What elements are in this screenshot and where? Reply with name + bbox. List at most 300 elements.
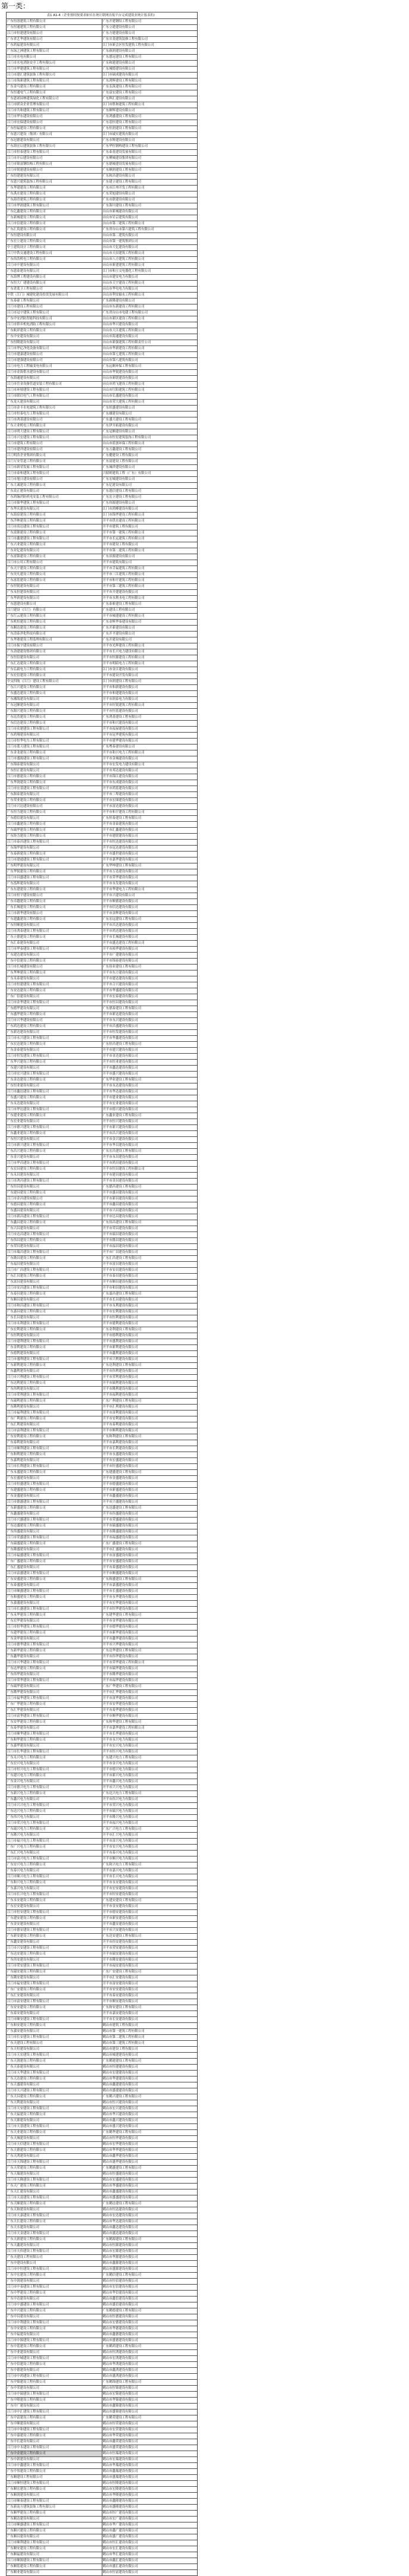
table-row bbox=[7, 1565, 198, 1571]
company-name-right: 开平市福禄建设有限公司 bbox=[102, 727, 198, 733]
company-name-right: 开平市建兴建设有限公司 bbox=[102, 1048, 198, 1054]
company-name-right: 开平市鑫盛建设有限公司 bbox=[102, 1494, 198, 1500]
company-name-left: 江门市富盛建设工程有限公司 bbox=[7, 1571, 102, 1577]
table-row bbox=[7, 560, 198, 566]
company-name-right: 开平市顺昌建设有限公司 bbox=[102, 1280, 198, 1286]
table-row bbox=[7, 203, 198, 209]
company-name-right: 台山市红阳建筑工程有限公司 bbox=[102, 388, 198, 394]
table-row bbox=[7, 1625, 198, 1631]
company-name-left: 江门市兴盛建设工程有限公司 bbox=[7, 1518, 102, 1523]
table-row bbox=[7, 1173, 198, 1179]
company-name-left: 江门建设（江门）有限公司 bbox=[7, 608, 102, 614]
table-row bbox=[7, 1060, 198, 1066]
company-name-left: 广东新达建设有限公司 bbox=[7, 1030, 102, 1036]
company-name-right: 开平市金盛建设有限公司 bbox=[102, 1476, 198, 1482]
company-name-left: 广东嘉盛建设有限公司 bbox=[7, 1601, 102, 1607]
table-row bbox=[7, 1684, 198, 1690]
table-row bbox=[7, 1214, 198, 1220]
company-name-right: 开平市德利建设有限公司 bbox=[102, 1333, 198, 1339]
company-name-right: 广东恒泰建设工程有限公司 bbox=[102, 816, 198, 822]
company-name-right: 开平市三江建筑工程有限公司 bbox=[102, 572, 198, 578]
company-name-right: 鹤山市盛达建设有限公司 bbox=[102, 2231, 198, 2237]
company-name-right: 开平市第一建筑工程有限公司 bbox=[102, 530, 198, 536]
company-name-left: 广东富基建设工程有限公司 bbox=[7, 578, 102, 584]
table-row bbox=[7, 1345, 198, 1351]
company-name-right: 江门市胜和建筑工程有限公司 bbox=[102, 102, 198, 108]
table-row bbox=[7, 1012, 198, 1018]
company-name-right: 广东恒盛建设有限公司 bbox=[102, 406, 198, 411]
table-row bbox=[7, 287, 198, 293]
table-row bbox=[7, 2225, 198, 2231]
company-name-left: 广东盛华建设工程有限公司 bbox=[7, 1012, 102, 1018]
table-row bbox=[7, 1303, 198, 1309]
company-name-right: 广东鹤兴建设工程有限公司 bbox=[102, 2094, 198, 2100]
table-row bbox=[7, 596, 198, 602]
company-name-left: 广东新城建设工程有限公司 bbox=[7, 215, 102, 221]
table-row bbox=[7, 2392, 198, 2398]
table-row bbox=[7, 465, 198, 471]
company-name-left: 江门市顺泰建设工程有限公司 bbox=[7, 2499, 102, 2505]
company-name-right: 台山市华电电力有限公司 bbox=[102, 287, 198, 293]
company-name-right: 广东广兴电力工程有限公司 bbox=[102, 1827, 198, 1833]
company-name-left: 广东恩泰建设有限公司 bbox=[7, 269, 102, 275]
company-name-right: 鹤山市华信建设有限公司 bbox=[102, 2291, 198, 2297]
company-name-right: 广东恩冠建设工程有限公司 bbox=[102, 55, 198, 61]
company-name-right: 开平市建华建设有限公司 bbox=[102, 739, 198, 744]
table-row bbox=[7, 1476, 198, 1482]
table-row bbox=[7, 1238, 198, 1244]
company-name-left: 广东鑫兴电力有限公司 bbox=[7, 1797, 102, 1803]
company-name-right: 广东鹤盛建设工程有限公司 bbox=[102, 2166, 198, 2172]
table-row bbox=[7, 2100, 198, 2106]
table-row bbox=[7, 1898, 198, 1904]
company-name-right: 开平市永兴建设有限公司 bbox=[102, 1018, 198, 1024]
company-name-left: 江门市荣安建设工程有限公司 bbox=[7, 1964, 102, 1969]
company-name-left: 江门万安管道工程有限公司 bbox=[7, 459, 102, 465]
company-name-left: 广东天鑫建设有限公司 bbox=[7, 2243, 102, 2249]
table-row bbox=[7, 132, 198, 138]
company-name-left: 广东盛兴建设工程有限公司 bbox=[7, 1095, 102, 1101]
company-name-left: 广东新利建设工程有限公司 bbox=[7, 1363, 102, 1369]
table-row bbox=[7, 2279, 198, 2285]
table-row bbox=[7, 727, 198, 733]
company-name-left: 广东新兴电力工程有限公司 bbox=[7, 1791, 102, 1797]
table-row bbox=[7, 156, 198, 162]
company-name-left: 江门市兴华建设工程有限公司 bbox=[7, 1660, 102, 1666]
table-row bbox=[7, 43, 198, 49]
table-row bbox=[7, 691, 198, 697]
company-name-right: 开平市富安建设有限公司 bbox=[102, 1981, 198, 1987]
company-name-left: 广东建鑫建设工程有限公司 bbox=[7, 917, 102, 923]
table-row bbox=[7, 251, 198, 257]
table-row bbox=[7, 138, 198, 144]
table-row bbox=[7, 382, 198, 388]
table-row bbox=[7, 1839, 198, 1845]
company-name-right: 广东德城建设发展有限公司 bbox=[102, 162, 198, 168]
company-name-right: 开平市瑞兴电力有限公司 bbox=[102, 1809, 198, 1815]
company-name-left: 江门市兴安建设工程有限公司 bbox=[7, 1946, 102, 1952]
company-name-left: 广东源泰建设有限公司 bbox=[7, 792, 102, 798]
company-name-right: 广东城德建设有限公司 bbox=[102, 67, 198, 73]
company-name-left: 江门市建设工程有限公司 bbox=[7, 304, 102, 310]
company-name-right: 开平市盛达建设工程有限公司 bbox=[102, 941, 198, 947]
company-name-right: 鹤山市城建建设有限公司 bbox=[102, 2053, 198, 2059]
table-row bbox=[7, 1874, 198, 1880]
company-name-left: 广东恒通建筑工程有限公司 bbox=[7, 25, 102, 31]
company-name-right: 台山市岩京建筑有限公司 bbox=[102, 215, 198, 221]
company-name-left: 广东宏华建设有限公司 bbox=[7, 1619, 102, 1625]
table-row bbox=[7, 1250, 198, 1256]
company-name-left: 广东鑫利建设有限公司 bbox=[7, 1369, 102, 1375]
company-name-right: 开平市兴昌建设有限公司 bbox=[102, 1208, 198, 1214]
company-name-right: 开平市恒兴电力有限公司 bbox=[102, 1749, 198, 1755]
company-name-left: 广东宏昌建设工程有限公司 bbox=[7, 1167, 102, 1173]
company-name-left: 广东宏达建设工程有限公司 bbox=[7, 1042, 102, 1048]
table-row bbox=[7, 186, 198, 191]
company-name-left: 江门市荣华建设工程有限公司 bbox=[7, 1678, 102, 1684]
table-row bbox=[7, 1512, 198, 1518]
company-name-left: 广东金兴电力有限公司 bbox=[7, 1779, 102, 1785]
company-name-left: 江门市天信建设工程有限公司 bbox=[7, 2142, 102, 2148]
company-name-left: 广东顺福建设有限公司 bbox=[7, 2552, 102, 2558]
company-name-right: 开平市兴安建设有限公司 bbox=[102, 1928, 198, 1934]
company-name-right: 开平市瑞利建设有限公司 bbox=[102, 1381, 198, 1387]
table-row bbox=[7, 233, 198, 239]
company-name-left: 广东鸿翔建设有限公司 bbox=[7, 733, 102, 739]
company-name-left: 江门市共和建筑工程有限公司 bbox=[7, 108, 102, 114]
company-name-right: 开平市伟盛建设有限公司 bbox=[102, 1512, 198, 1518]
company-name-right: 开平市隆安建设有限公司 bbox=[102, 1958, 198, 1964]
company-name-left: 江门市华泰建设工程有限公司 bbox=[7, 947, 102, 953]
company-name-right: 开平市荣华建设工程有限公司 bbox=[102, 1660, 198, 1666]
table-row bbox=[7, 2499, 198, 2505]
company-name-left: 广东汇泰建设有限公司 bbox=[7, 941, 102, 947]
table-row bbox=[7, 1791, 198, 1797]
company-name-right: 开平市新达建设有限公司 bbox=[102, 1012, 198, 1018]
table-row bbox=[7, 2094, 198, 2100]
company-name-right: 广东德泰建设工程有限公司 bbox=[102, 1006, 198, 1012]
company-name-right: 鹤山市盛汇建设有限公司 bbox=[102, 2564, 198, 2570]
company-name-left: 广东洋林建设工程有限公司 bbox=[7, 519, 102, 524]
company-name-right: 广东健建设工程有限公司 bbox=[102, 453, 198, 459]
company-name-right: 广东粤泰建设有限公司 bbox=[102, 744, 198, 750]
company-name-left: 广东鑫盛建设有限公司 bbox=[7, 1512, 102, 1518]
table-row bbox=[7, 108, 198, 114]
table-row bbox=[7, 941, 198, 947]
company-name-right: 开平市永盛建设有限公司 bbox=[102, 1452, 198, 1458]
company-name-left: 广东广华建设工程有限公司 bbox=[7, 1702, 102, 1708]
company-name-right: 开平市永昌建设有限公司 bbox=[102, 1155, 198, 1161]
table-row bbox=[7, 1315, 198, 1321]
table-row bbox=[7, 2528, 198, 2534]
company-name-right: 台山市新区建设工程有限公司 bbox=[102, 316, 198, 322]
company-name-left: 广东天建设工程有限公司 bbox=[7, 2255, 102, 2261]
table-row bbox=[7, 2475, 198, 2481]
company-name-right: 鹤山市恒华建设有限公司 bbox=[102, 2136, 198, 2142]
company-name-right: 广东顺润建设工程有限公司 bbox=[102, 168, 198, 174]
table-row bbox=[7, 102, 198, 108]
company-name-left: 江门市华昌建设工程有限公司 bbox=[7, 1161, 102, 1167]
table-row bbox=[7, 608, 198, 614]
company-name-left: 江门市鸿泰建设工程有限公司 bbox=[7, 929, 102, 935]
company-name-left: 广东盛昌建设有限公司 bbox=[7, 1208, 102, 1214]
company-name-right: 广东方建建设有限公司 bbox=[102, 31, 198, 37]
company-name-left: 江门市顺利建设工程有限公司 bbox=[7, 2540, 102, 2546]
table-row bbox=[7, 180, 198, 186]
company-name-left: 江门市建汇建筑装饰工程有限公司 bbox=[7, 73, 102, 78]
table-row bbox=[7, 25, 198, 31]
table-row bbox=[7, 1280, 198, 1286]
company-name-right: 鹤山市盛盛建设有限公司 bbox=[102, 2195, 198, 2201]
company-name-right: 开平市泰兴电力有限公司 bbox=[102, 1851, 198, 1856]
table-row bbox=[7, 1738, 198, 1743]
company-name-right: 开平市金达建设有限公司 bbox=[102, 1054, 198, 1060]
company-name-left: 江门市中瑞建设工程有限公司 bbox=[7, 2392, 102, 2398]
company-name-left: 广东泰安建设有限公司 bbox=[7, 2011, 102, 2017]
company-name-right: 开平市和兴电力工程有限公司 bbox=[102, 750, 198, 756]
company-name-left: 广东源兴建设工程有限公司 bbox=[7, 709, 102, 715]
table-row bbox=[7, 1399, 198, 1405]
table-row bbox=[7, 655, 198, 661]
company-name-left: 广东金达建设工程有限公司 bbox=[7, 1077, 102, 1083]
company-name-right: 开平市长安建设有限公司 bbox=[102, 2017, 198, 2023]
table-row bbox=[7, 275, 198, 281]
company-name-right: 鹤山市宏鸿建设有限公司 bbox=[102, 2356, 198, 2362]
company-name-right: 鹤山市盛荣建设有限公司 bbox=[102, 2445, 198, 2451]
company-name-left: 广东鸿翰消防机电安装工程有限公司 bbox=[7, 495, 102, 501]
company-name-left: 广东江兴建设工程有限公司 bbox=[7, 685, 102, 691]
company-name-right: 开平市鑫安建设有限公司 bbox=[102, 1922, 198, 1928]
table-row bbox=[7, 1940, 198, 1946]
company-name-right: 台山市弘盛建设有限公司 bbox=[102, 394, 198, 400]
company-name-right: 开平市恒昌建设有限公司 bbox=[102, 1000, 198, 1006]
company-name-right: 开平市宏华建设有限公司 bbox=[102, 1601, 198, 1607]
company-name-right: 开平市恒兴建设有限公司 bbox=[102, 1119, 198, 1125]
table-row bbox=[7, 697, 198, 703]
company-name-right: 开平市鸿昌建设有限公司 bbox=[102, 1161, 198, 1167]
company-name-right: 广东和安建设工程有限公司 bbox=[102, 2005, 198, 2011]
company-name-left: 广东泰盛建设有限公司 bbox=[7, 1583, 102, 1589]
table-row bbox=[7, 2172, 198, 2178]
table-row bbox=[7, 1678, 198, 1684]
company-name-left: 江门市长安建设工程有限公司 bbox=[7, 2035, 102, 2041]
company-name-right: 开平市宏兴电力有限公司 bbox=[102, 1743, 198, 1749]
company-name-right: 开平市长华建设有限公司 bbox=[102, 1732, 198, 1738]
table-row bbox=[7, 554, 198, 560]
company-name-left: 广东新盛建设工程有限公司 bbox=[7, 1506, 102, 1512]
table-row bbox=[7, 1167, 198, 1173]
company-name-right: 鹤山市第二建筑工程有限公司 bbox=[102, 2035, 198, 2041]
company-name-left: 广东德利建设有限公司 bbox=[7, 1351, 102, 1357]
company-name-right: 台山市利安输水工程有限公司 bbox=[102, 293, 198, 299]
company-name-right: 广东和盛建设工程有限公司 bbox=[102, 1577, 198, 1583]
table-row bbox=[7, 2439, 198, 2445]
table-row bbox=[7, 667, 198, 673]
company-name-left: 江门市富安建设工程有限公司 bbox=[7, 1999, 102, 2005]
company-table-body bbox=[7, 12, 198, 2576]
company-name-right: 开平市幸福建筑工程有限公司 bbox=[102, 566, 198, 572]
table-row bbox=[7, 174, 198, 180]
company-name-right: 开平市汇华建设有限公司 bbox=[102, 1690, 198, 1696]
company-name-left: 广东建达建设有限公司 bbox=[7, 953, 102, 959]
company-name-right: 台山市天田建筑工程有限公司 bbox=[102, 251, 198, 257]
company-name-left: 广东永华建设工程有限公司 bbox=[7, 1613, 102, 1619]
table-row bbox=[7, 1006, 198, 1012]
company-name-right: 开平市鑫华建设有限公司 bbox=[102, 1636, 198, 1642]
table-row bbox=[7, 1946, 198, 1952]
table-row bbox=[7, 1327, 198, 1333]
table-row bbox=[7, 2130, 198, 2136]
company-name-right: 开平市宏图建设有限公司 bbox=[102, 798, 198, 804]
company-name-left: 江门市中恒建设工程有限公司 bbox=[7, 2267, 102, 2273]
table-row bbox=[7, 2314, 198, 2320]
table-row bbox=[7, 168, 198, 174]
table-row bbox=[7, 2415, 198, 2421]
company-name-left: 广东东建建设工程有限公司 bbox=[7, 887, 102, 893]
company-name-left: 广东卓越建设工程有限公司 bbox=[7, 899, 102, 905]
company-name-left: 江门市顺盛建设工程有限公司 bbox=[7, 1589, 102, 1595]
table-row bbox=[7, 1613, 198, 1619]
company-name-right: 广东达利建设工程有限公司 bbox=[102, 1363, 198, 1369]
table-row bbox=[7, 1702, 198, 1708]
table-row bbox=[7, 1357, 198, 1363]
company-name-left: 江门市华达建设工程有限公司 bbox=[7, 1107, 102, 1113]
company-name-right: 广东嘉昌建设工程有限公司 bbox=[102, 1292, 198, 1298]
company-name-right: 江门市和立交电器化工程有限公司 bbox=[102, 269, 198, 275]
table-row bbox=[7, 828, 198, 834]
company-name-right: 广东建设工程有限公司 bbox=[102, 608, 198, 614]
company-name-right: 开平市金华建设有限公司 bbox=[102, 1619, 198, 1625]
table-row bbox=[7, 2445, 198, 2451]
company-name-left: 江门市水电有限公司 bbox=[7, 55, 102, 61]
company-name-left: 广东富昌建设有限公司 bbox=[7, 1280, 102, 1286]
table-row bbox=[7, 637, 198, 643]
company-name-right: 开平市安盛建设有限公司 bbox=[102, 1559, 198, 1565]
table-row bbox=[7, 1785, 198, 1791]
table-row bbox=[7, 1077, 198, 1083]
company-name-left: 江门市天隆建设工程有限公司 bbox=[7, 2178, 102, 2184]
table-row bbox=[7, 632, 198, 637]
table-row bbox=[7, 501, 198, 507]
company-name-left: 广东天业建设工程有限公司 bbox=[7, 2130, 102, 2136]
table-row bbox=[7, 1226, 198, 1232]
company-name-left: 广东中安建设有限公司 bbox=[7, 334, 102, 340]
table-row bbox=[7, 1393, 198, 1399]
table-row bbox=[7, 1072, 198, 1077]
company-name-right: 广东开平建设有限公司 bbox=[102, 632, 198, 637]
table-row bbox=[7, 2398, 198, 2404]
company-name-right: 鹤山市恒建建设有限公司 bbox=[102, 2065, 198, 2071]
company-name-right: 鹤山市鑫信建设有限公司 bbox=[102, 2297, 198, 2302]
company-name-left: 江门市中和建设工程有限公司 bbox=[7, 2427, 102, 2433]
company-name-right: 开平市兴盛建设有限公司 bbox=[102, 1500, 198, 1506]
table-row bbox=[7, 96, 198, 102]
table-row bbox=[7, 929, 198, 935]
company-name-right: 开平市隆兴电力有限公司 bbox=[102, 1815, 198, 1821]
company-name-left: 广东清泰净化科技有限公司 bbox=[7, 632, 102, 637]
table-row bbox=[7, 2124, 198, 2130]
table-row bbox=[7, 1369, 198, 1375]
company-name-left: 江门市安昌建设工程有限公司 bbox=[7, 1286, 102, 1292]
company-name-right: 开平市恒锐建筑工程有限公司 bbox=[102, 703, 198, 709]
table-row bbox=[7, 2308, 198, 2314]
table-row bbox=[7, 2017, 198, 2023]
company-name-left: 广东兴昌建设有限公司 bbox=[7, 1226, 102, 1232]
company-name-right: 开平市新兴电力有限公司 bbox=[102, 1773, 198, 1779]
table-row bbox=[7, 2065, 198, 2071]
company-name-left: 广东恒正建设有限公司 bbox=[7, 768, 102, 774]
company-name-left: 江门市恒建建设工程有限公司 bbox=[7, 982, 102, 988]
company-name-left: 广东顺建设工程有限公司 bbox=[7, 2475, 102, 2481]
table-row bbox=[7, 1232, 198, 1238]
company-name-left: 广东鸿达建设工程有限公司 bbox=[7, 1024, 102, 1030]
company-name-right: 广东万鑫建设工程有限公司 bbox=[102, 447, 198, 453]
table-row bbox=[7, 2297, 198, 2302]
company-name-right: 开平市长兴电力建设有限公司 bbox=[102, 649, 198, 655]
company-name-left: 江门市联信电气工程有限公司 bbox=[7, 394, 102, 400]
company-name-left: 广东中宏建设工程有限公司 bbox=[7, 2273, 102, 2279]
company-name-left: 广东天建设工程有限公司 bbox=[7, 2041, 102, 2047]
company-name-right: 开平市安兴电力有限公司 bbox=[102, 1845, 198, 1851]
company-name-left: 广东天新建设工程有限公司 bbox=[7, 2237, 102, 2243]
company-name-right: 开平市华鑫建设有限公司 bbox=[102, 1036, 198, 1042]
table-row bbox=[7, 2166, 198, 2172]
company-name-right: 广东荣旭建设有限公司 bbox=[102, 191, 198, 197]
table-row bbox=[7, 834, 198, 840]
company-name-right: 鹤山市盛瑞建设有限公司 bbox=[102, 2475, 198, 2481]
company-name-left: 广东海宏启建筑装饰工程有限公司 bbox=[7, 144, 102, 150]
company-name-right: 开平市润泰电力有限公司 bbox=[102, 697, 198, 703]
company-name-right: 鹤山市华达建设有限公司 bbox=[102, 2219, 198, 2225]
company-name-left: 广东锦华建设有限公司 bbox=[7, 846, 102, 852]
table-row bbox=[7, 1119, 198, 1125]
table-row bbox=[7, 620, 198, 626]
company-name-left: 广东天宇建设工程有限公司 bbox=[7, 566, 102, 572]
company-name-right: 开平市安安建设有限公司 bbox=[102, 1987, 198, 1993]
company-name-right: 开平市和新建设有限公司 bbox=[102, 685, 198, 691]
company-name-left: 江门市富华建设工程有限公司 bbox=[7, 1714, 102, 1720]
company-name-right: 开平市万达建设有限公司 bbox=[102, 869, 198, 875]
company-name-right: 鹤山市鑫德建设有限公司 bbox=[102, 2332, 198, 2338]
company-name-right: 鹤山市盛鸿建设有限公司 bbox=[102, 2374, 198, 2380]
table-row bbox=[7, 2005, 198, 2011]
company-name-left: 广东华港建设工程监理有限公司 bbox=[7, 637, 102, 643]
company-name-left: 江门市建利建设工程有限公司 bbox=[7, 1339, 102, 1345]
table-row bbox=[7, 2291, 198, 2297]
table-row bbox=[7, 1422, 198, 1428]
table-row bbox=[7, 406, 198, 411]
company-name-left: 广东荣业建设工程有限公司 bbox=[7, 798, 102, 804]
company-name-right: 广东鸿基建设工程有限公司 bbox=[102, 715, 198, 721]
company-name-left: 广东鑫昌建设工程有限公司 bbox=[7, 1220, 102, 1226]
table-row bbox=[7, 31, 198, 37]
company-name-right: 鹤山市恒源建设有限公司 bbox=[102, 2243, 198, 2249]
company-name-right: 广东鸿辉建设工程有限公司 bbox=[102, 78, 198, 84]
table-row bbox=[7, 1137, 198, 1143]
company-name-left: 广东恒建建设有限公司 bbox=[7, 174, 102, 180]
company-name-right: 开平市长远建筑工程有限公司 bbox=[102, 536, 198, 542]
company-name-right: 开平市达昌建设有限公司 bbox=[102, 1214, 198, 1220]
company-name-left: 广东恒顺建设有限公司 bbox=[7, 923, 102, 929]
table-row bbox=[7, 2142, 198, 2148]
company-name-left: 江门市恒华电力工程有限公司 bbox=[7, 739, 102, 744]
table-row bbox=[7, 1642, 198, 1648]
table-row bbox=[7, 2344, 198, 2350]
company-name-right: 开平市建业建设有限公司 bbox=[102, 1095, 198, 1101]
company-name-right: 鹤山市宏隆建设有限公司 bbox=[102, 2487, 198, 2493]
company-name-right: 广东海川建设工程有限公司 bbox=[102, 203, 198, 209]
table-row bbox=[7, 1755, 198, 1761]
